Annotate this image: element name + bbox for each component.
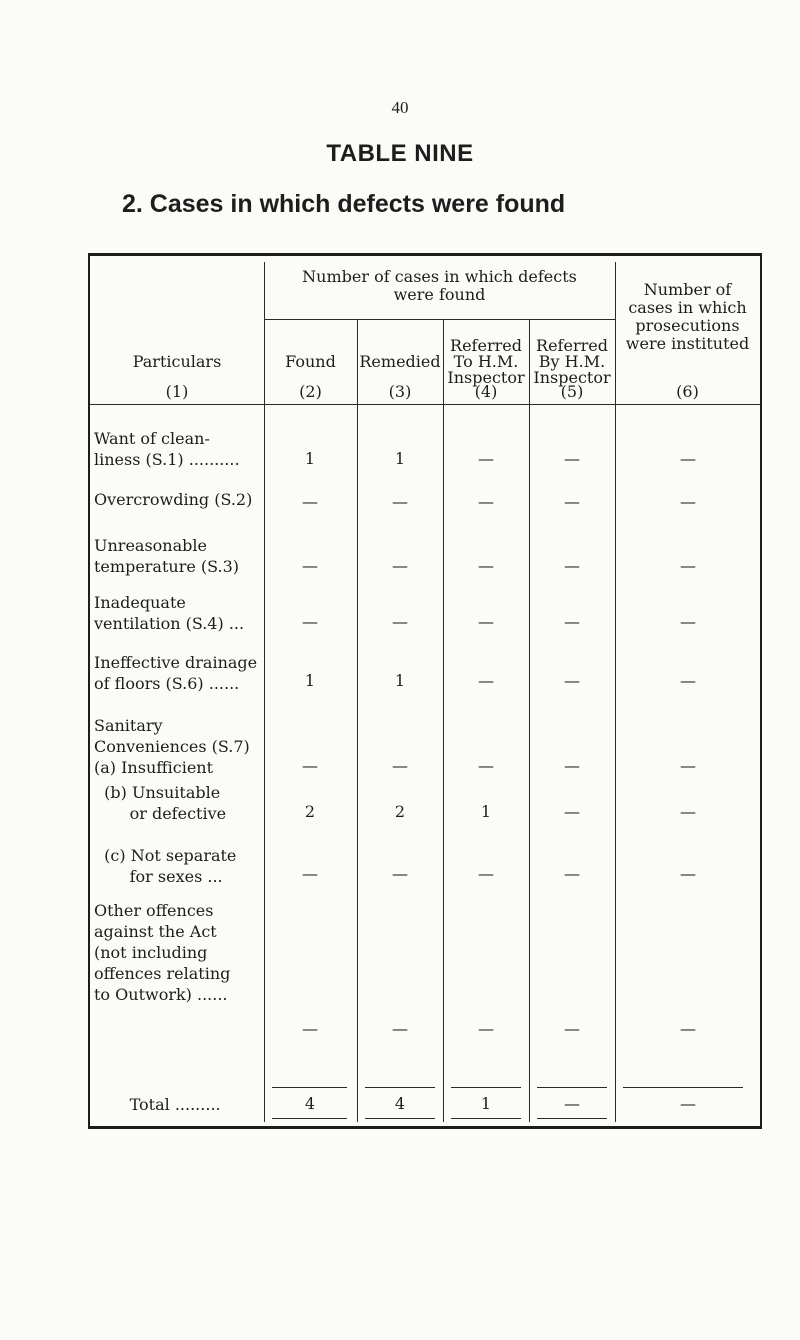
table-cell: — (478, 756, 494, 775)
group-header-line2: were found (393, 285, 486, 304)
table-cell: 1 (394, 449, 406, 468)
table-cell: — (680, 612, 696, 631)
table-cell: — (392, 492, 408, 511)
table-cell: — (564, 671, 580, 690)
total-rule (451, 1118, 521, 1119)
referred-by-header-1: Referred (536, 336, 608, 355)
row-label: Sanitary Conveniences (S.7) (a) Insufficient (94, 716, 250, 777)
prosecutions-header-2: cases in which (628, 298, 747, 317)
total-rule (365, 1087, 435, 1088)
row-label: Inadequate ventilation (S.4) ... (94, 593, 245, 633)
total-rule (537, 1118, 607, 1119)
row-label: Overcrowding (S.2) (94, 490, 253, 509)
table-cell: — (302, 864, 318, 883)
table-cell: — (392, 556, 408, 575)
table-cell: — (478, 1019, 494, 1038)
referred-to-header-3: Inspector (447, 368, 525, 387)
table-cell: — (564, 802, 580, 821)
col-divider (529, 320, 530, 1122)
table-cell: — (478, 671, 494, 690)
col-divider (357, 320, 358, 1122)
table-cell: — (392, 1019, 408, 1038)
prosecutions-header-4: were instituted (625, 334, 750, 353)
referred-by-header-3: Inspector (533, 368, 611, 387)
referred-by-col-num: (5) (560, 382, 584, 401)
row-label: Unreasonable temperature (S.3) (94, 536, 240, 576)
table-cell: — (680, 864, 696, 883)
prosecutions-header-1: Number of (643, 280, 732, 299)
table-cell: 2 (394, 802, 406, 821)
table-cell: — (680, 492, 696, 511)
table-cell: 1 (304, 449, 316, 468)
prosecutions-col-num: (6) (676, 382, 699, 401)
table-cell: — (302, 556, 318, 575)
referred-to-col-num: (4) (474, 382, 498, 401)
total-rule (365, 1118, 435, 1119)
table-cell: 1 (394, 671, 406, 690)
table-cell: — (564, 449, 580, 468)
referred-to-header-2: To H.M. (453, 352, 519, 371)
remedied-header: Remedied (359, 352, 441, 371)
row-label: Other offences against the Act (not including offences relating to Outwork) ...... (94, 901, 231, 1004)
table-cell: — (564, 1019, 580, 1038)
table-cell: — (392, 612, 408, 631)
table-cell: 1 (480, 1094, 492, 1113)
prosecutions-header-3: prosecutions (635, 316, 740, 335)
particulars-header: Particulars (132, 352, 222, 371)
table-cell: — (302, 612, 318, 631)
table-cell: — (680, 556, 696, 575)
table-cell: — (564, 756, 580, 775)
table-cell: — (564, 556, 580, 575)
table-cell: — (478, 449, 494, 468)
group-header-line1: Number of cases in which defects (302, 267, 577, 286)
table-title: TABLE NINE (326, 140, 474, 167)
table-cell: 2 (304, 802, 316, 821)
table-cell: — (680, 449, 696, 468)
particulars-col-num: (1) (165, 382, 189, 401)
group-header-rule (264, 319, 615, 320)
row-label: Total ......... (94, 1095, 221, 1114)
table-cell: — (564, 864, 580, 883)
table-cell: — (680, 671, 696, 690)
remedied-col-num: (3) (388, 382, 412, 401)
table-cell: — (564, 1094, 580, 1113)
total-rule (451, 1087, 521, 1088)
row-label: Ineffective drainage of floors (S.6) ...... (94, 653, 258, 693)
found-header: Found (285, 352, 336, 371)
table-cell: 4 (394, 1094, 406, 1113)
table-cell: — (680, 1094, 696, 1113)
table-cell: — (680, 802, 696, 821)
section-heading: 2. Cases in which defects were found (122, 190, 566, 218)
total-rule (272, 1087, 347, 1088)
table-cell: 4 (304, 1094, 316, 1113)
found-col-num: (2) (299, 382, 322, 401)
referred-by-header-2: By H.M. (538, 352, 606, 371)
table-cell: — (478, 492, 494, 511)
table-cell: — (680, 1019, 696, 1038)
table-cell: — (478, 612, 494, 631)
table-cell: — (680, 756, 696, 775)
table-cell: — (392, 756, 408, 775)
table-cell: — (302, 756, 318, 775)
header-rule (90, 404, 760, 405)
table-cell: — (302, 1019, 318, 1038)
col-divider (443, 320, 444, 1122)
page-number: 40 (391, 98, 409, 117)
total-rule (537, 1087, 607, 1088)
referred-to-header-1: Referred (450, 336, 522, 355)
row-label: Want of clean- liness (S.1) .......... (94, 429, 240, 469)
row-label: (b) Unsuitable or defective (104, 783, 227, 823)
row-label: (c) Not separate for sexes ... (104, 846, 237, 886)
table-cell: — (564, 612, 580, 631)
table-cell: — (302, 492, 318, 511)
table-cell: — (478, 556, 494, 575)
total-rule (272, 1118, 347, 1119)
total-rule (623, 1087, 743, 1088)
table-cell: 1 (304, 671, 316, 690)
table-cell: — (392, 864, 408, 883)
table-cell: — (564, 492, 580, 511)
table-cell: — (478, 864, 494, 883)
table-cell: 1 (480, 802, 492, 821)
